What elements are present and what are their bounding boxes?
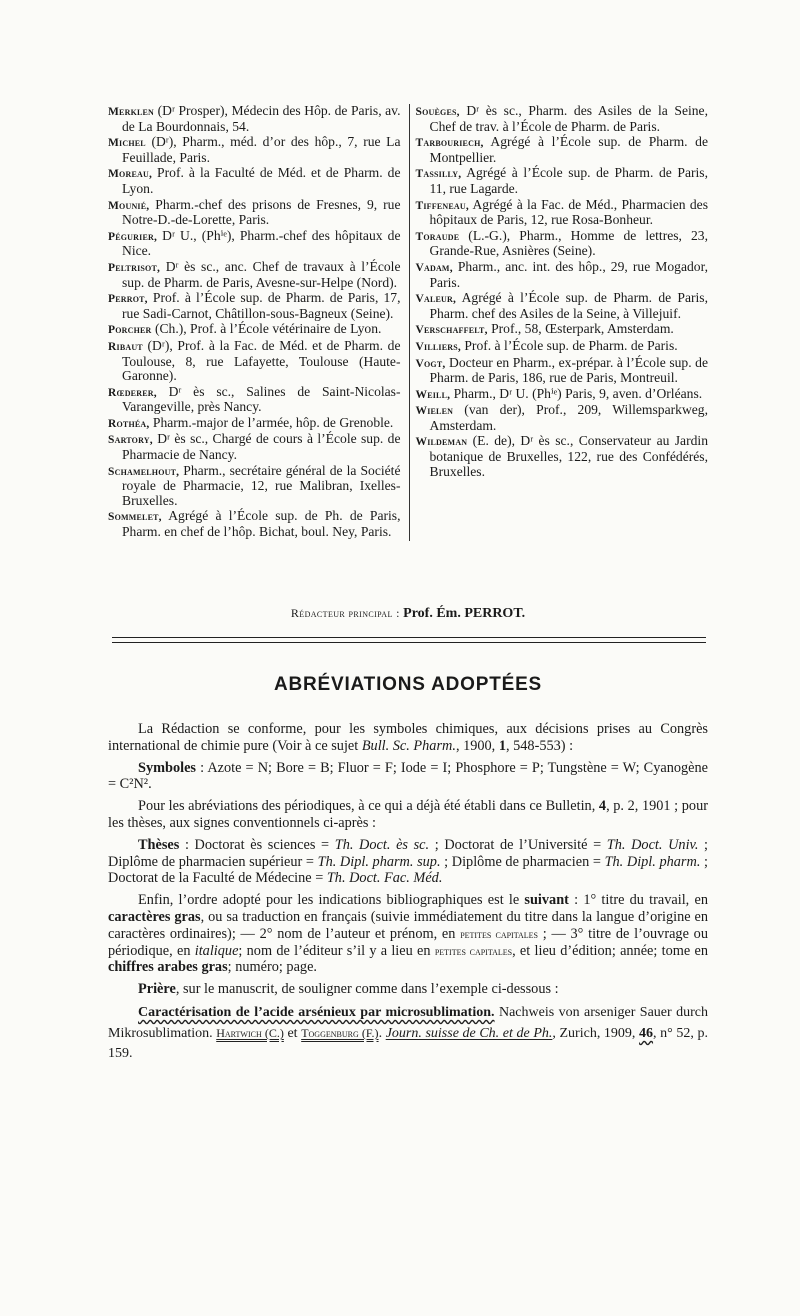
collaborator-name: Vadam, <box>415 261 453 274</box>
collaborator-entry <box>416 434 709 479</box>
collaborator-entry <box>416 166 709 196</box>
collaborator-details: Dʳ ès sc., Chargé de cours à l’École sup. de Pharmacie de Nancy. <box>122 431 401 463</box>
collaborator-name: Sartory, <box>108 434 153 447</box>
collaborator-entry <box>108 135 401 165</box>
divider-rule-bottom <box>112 642 706 643</box>
collaborator-name: Porcher <box>108 324 152 337</box>
collaborator-name: Vogt, <box>415 357 446 370</box>
citation-example: Caractérisation de l’acide arsénieux par microsublimation. Nachweis von arseniger Sauer durch Mikrosublimation. Hartwich (C.) et Toggenburg (F.). Journ. suisse de Ch. et de Ph., Zurich, 1909, 46, n° 52, p. 159. <box>108 1004 708 1061</box>
collaborator-name: Valeur, <box>415 293 457 306</box>
collaborator-details: Prof. à l’École sup. de Pharm. de Paris. <box>460 337 678 353</box>
collaborator-entry <box>108 322 401 338</box>
collaborator-entry <box>108 260 401 290</box>
right-column <box>409 104 709 541</box>
collaborator-details: (Dʳ Prosper), Médecin des Hôp. de Paris, av. de La Bourdonnais, 54. <box>122 103 401 134</box>
collaborator-name: Weill, <box>415 388 451 401</box>
collaborator-entry <box>108 291 401 321</box>
collaborator-entry <box>108 198 401 228</box>
collaborator-name: Verschaffelt, <box>415 324 488 337</box>
collaborator-name: Souèges, <box>415 106 460 118</box>
collaborator-name: Rothéa, <box>108 417 150 430</box>
collaborator-name: Rœderer, <box>108 386 157 399</box>
collaborator-details: Agrégé à la Fac. de Méd., Pharmacien des hôpitaux de Paris, 12, rue Rosa-Bonheur. <box>429 196 708 228</box>
redacteur-line <box>108 605 708 622</box>
divider-rule-top <box>112 637 706 638</box>
collaborator-details: (van der), Prof., 209, Willemsparkweg, Amsterdam. <box>429 402 708 433</box>
left-column <box>108 104 409 541</box>
collaborator-entry <box>416 104 709 134</box>
collaborator-name: Peltrisot, <box>108 261 161 274</box>
collaborator-details: Pharm., anc. int. des hôp., 29, rue Mogador, Paris. <box>429 258 708 290</box>
collaborator-details: Agrégé à l’École sup. de Pharm. de Montpellier. <box>429 134 708 165</box>
paragraph-request: Prière, sur le manuscrit, de souligner comme dans l’exemple ci-dessous : <box>138 981 559 998</box>
collaborator-entry <box>416 260 709 290</box>
collaborator-details: Pharm.-chef des prisons de Fresnes, 9, rue Notre-D.-de-Lorette, Paris. <box>122 196 401 228</box>
abbreviations-body <box>108 721 708 1069</box>
collaborator-entry <box>416 339 709 355</box>
collaborator-details: Dʳ ès sc., anc. Chef de travaux à l’École sup. de Pharm. de Paris, Avesne-sur-Helpe (Nord). <box>122 258 401 290</box>
collaborator-entry <box>108 385 401 415</box>
collaborator-details: Dʳ ès sc., Pharm. des Asiles de la Seine, Chef de trav. à l’École de Pharm. de Paris. <box>429 103 708 134</box>
collaborator-name: Toraude <box>415 230 460 243</box>
paragraph-intro: La Rédaction se conforme, pour les symboles chimiques, aux décisions prises au Congrès international de chimie pure (Voir à ce sujet Bull. Sc. Pharm., 1900, 1, 548-553) : <box>108 721 708 754</box>
collaborator-entry <box>416 229 709 259</box>
collaborator-entry <box>108 432 401 462</box>
section-title: ABRÉVIATIONS ADOPTÉES <box>273 674 543 695</box>
collaborator-details: Prof. à la Faculté de Méd. et de Pharm. de Lyon. <box>122 165 401 196</box>
collaborator-name: Tassilly, <box>415 168 462 181</box>
collaborator-details: Pharm., Dʳ U. (Phⁱᵉ) Paris, 9, aven. d’Orléans. <box>450 385 703 401</box>
collaborator-entry <box>416 291 709 321</box>
collaborator-entry <box>416 356 709 386</box>
collaborator-entry <box>416 198 709 228</box>
collaborator-entry <box>108 416 401 432</box>
collaborator-name: Ribaut <box>108 340 143 353</box>
collaborator-entry <box>108 104 401 134</box>
collaborator-name: Pégurier, <box>108 230 158 243</box>
collaborator-details: Agrégé à l’École sup. de Ph. de Paris, Pharm. en chef de l’hôp. Bichat, boul. Ney, Paris. <box>122 508 401 540</box>
redacteur-name: Prof. Ém. PERROT. <box>403 606 526 621</box>
collaborator-entry <box>416 135 709 165</box>
collaborator-entry <box>108 166 401 196</box>
collaborator-name: Schamelhout, <box>108 465 180 478</box>
collaborator-name: Michel <box>108 137 146 150</box>
collaborator-name: Tiffeneau, <box>415 199 469 212</box>
collaborator-name: Sommelet, <box>108 511 162 524</box>
paragraph-theses: Thèses : Doctorat ès sciences = Th. Doct. ès sc. ; Doctorat de l’Université = Th. Doct. Univ. ; Diplôme de pharmacien supérieur = Th. Dipl. pharm. sup. ; Diplôme de pharmacien = Th. Dipl. pharm. ; Doctorat de la Faculté de Médecine = Th. Doct. Fac. Méd. <box>108 836 709 887</box>
collaborator-details: (E. de), Dʳ ès sc., Conservateur au Jardin botanique de Bruxelles, 122, rue des Confédérés, Bruxelles. <box>429 433 708 479</box>
collaborator-details: Agrégé à l’École sup. de Pharm. de Paris, 11, rue Lagarde. <box>429 165 708 196</box>
collaborator-details: Docteur en Pharm., ex-prépar. à l’École sup. de Pharm. de Paris, 186, rue de Paris, Montreuil. <box>429 354 708 386</box>
collaborator-entry <box>416 387 709 403</box>
collaborator-details: (Dʳ), Pharm., méd. d’or des hôp., 7, rue La Feuillade, Paris. <box>122 134 401 165</box>
collaborator-name: Villiers, <box>415 340 461 353</box>
paragraph-symbols: Symboles : Azote = N; Bore = B; Fluor = F; Iode = I; Phosphore = P; Tungstène = W; Cyanogène = C²N². <box>108 759 708 793</box>
collaborator-details: (Ch.), Prof. à l’École vétérinaire de Lyon. <box>151 321 382 337</box>
collaborator-entry <box>108 509 401 539</box>
collaborator-details: Pharm.-major de l’armée, hôp. de Grenoble. <box>149 414 394 430</box>
collaborator-name: Tarbouriech, <box>415 137 484 150</box>
collaborators-list <box>108 104 708 541</box>
collaborator-details: Pharm., secrétaire général de la Société royale de Pharmacie, 12, rue Malibran, Ixelles-Bruxelles. <box>122 462 401 508</box>
paragraph-bibliography: Enfin, l’ordre adopté pour les indications bibliographiques est le suivant : 1° titre du travail, en caractères gras, ou sa traduction en français (suivie immédiatement du titre dans la langue d’origine en caractères ordinaires); — 2° nom de l’auteur et prénom, en petites capitales ; — 3° titre de l’ouvrage ou périodique, en italique; nom de l’éditeur s’il y a lieu en petites capitales, et lieu d’édition; année; tome en chiffres arabes gras; numéro; page. <box>108 892 708 976</box>
redacteur-label: Rédacteur principal : <box>290 606 400 620</box>
collaborator-details: Prof., 58, Œsterpark, Amsterdam. <box>487 321 674 337</box>
collaborator-name: Wielen <box>415 405 454 418</box>
collaborator-details: (Dʳ), Prof. à la Fac. de Méd. et de Pharm. de Toulouse, 8, rue Lafayette, Toulouse (Haute-Garonne). <box>122 337 401 384</box>
collaborator-details: Dʳ ès sc., Salines de Saint-Nicolas-Varangeville, près Nancy. <box>122 383 401 415</box>
collaborator-entry <box>108 464 401 509</box>
collaborator-details: (L.-G.), Pharm., Homme de lettres, 23, Grande-Rue, Asnières (Seine). <box>429 227 708 259</box>
collaborator-name: Moreau, <box>108 168 153 181</box>
collaborator-entry <box>416 403 709 433</box>
collaborator-details: Prof. à l’École sup. de Pharm. de Paris, 17, rue Sadi-Carnot, Châtillon-sous-Bagneux (Seine). <box>122 290 401 321</box>
collaborator-name: Mounié, <box>108 199 150 212</box>
collaborator-name: Wildeman <box>415 436 468 449</box>
collaborator-entry <box>416 322 709 338</box>
collaborator-entry <box>108 229 401 259</box>
paragraph-periodicals: Pour les abréviations des périodiques, à ce qui a déjà été établi dans ce Bulletin, 4, p. 2, 1901 ; pour les thèses, aux signes conventionnels ci-après : <box>108 798 708 831</box>
collaborator-details: Dʳ U., (Phⁱᵉ), Pharm.-chef des hôpitaux de Nice. <box>122 227 401 259</box>
collaborator-name: Merklen <box>108 106 155 118</box>
collaborator-name: Perrot, <box>108 293 148 306</box>
collaborator-entry <box>108 339 401 384</box>
collaborator-details: Agrégé à l’École sup. de Pharm. de Paris, Pharm. chef des Asiles de la Seine, à Villejuif. <box>429 290 708 321</box>
